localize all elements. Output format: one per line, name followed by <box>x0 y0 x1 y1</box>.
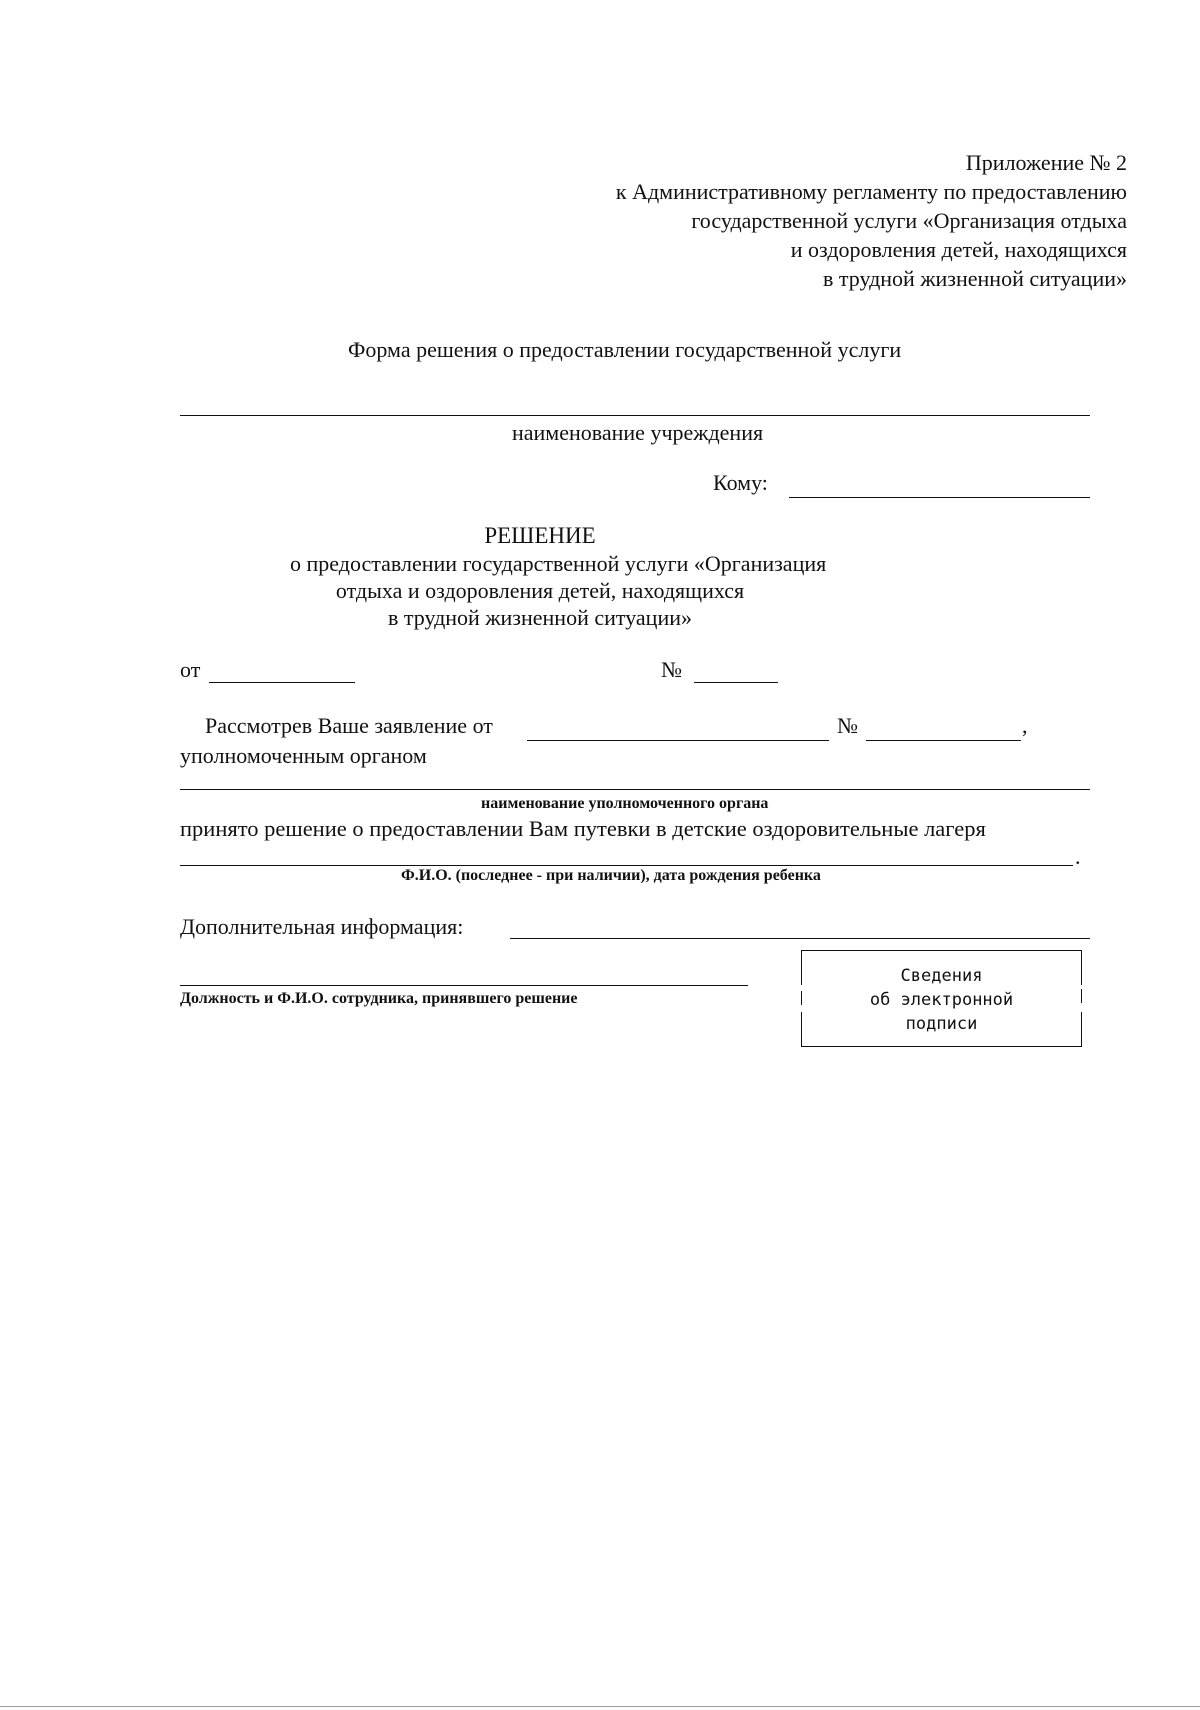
application-date-field-line[interactable] <box>527 740 829 741</box>
decision-subtitle-line: о предоставлении государственной услуги «Организация <box>290 551 827 576</box>
authority-text: уполномоченным органом <box>180 743 427 768</box>
decision-subtitle-line: отдыха и оздоровления детей, находящихся <box>335 578 745 603</box>
signature-box-text <box>801 964 1082 1036</box>
additional-info-label: Дополнительная информация: <box>180 914 464 939</box>
additional-info-field-line[interactable] <box>510 938 1090 939</box>
signature-box-line: Сведения <box>900 966 983 986</box>
institution-caption: наименование учреждения <box>512 420 764 445</box>
authority-caption: наименование уполномоченного органа <box>481 795 769 812</box>
signature-box-line: подписи <box>905 1014 978 1034</box>
appendix-line: и оздоровления детей, находящихся <box>790 237 1127 262</box>
appendix-line: в трудной жизненной ситуации» <box>822 266 1127 291</box>
application-number-label: № <box>837 713 858 738</box>
institution-field-line[interactable] <box>180 415 1090 416</box>
child-caption: Ф.И.О. (последнее - при наличии), дата рождения ребенка <box>401 867 821 884</box>
decision-subtitle-line: в трудной жизненной ситуации» <box>387 605 692 630</box>
authority-field-line[interactable] <box>180 789 1090 790</box>
decision-heading-block <box>290 521 827 631</box>
scan-edge-line <box>0 1706 1200 1707</box>
recipient-field-line[interactable] <box>789 497 1090 498</box>
date-label: от <box>180 657 201 682</box>
appendix-header <box>616 148 1127 293</box>
signatory-caption: Должность и Ф.И.О. сотрудника, принявшего решение <box>180 990 578 1007</box>
application-number-field-line[interactable] <box>866 740 1021 741</box>
signatory-field-line[interactable] <box>180 985 748 986</box>
signature-box-line: об электронной <box>869 990 1014 1010</box>
comma: , <box>1022 713 1028 738</box>
appendix-line: к Административному регламенту по предоставлению <box>615 179 1127 204</box>
period: . <box>1075 844 1081 869</box>
child-field-line[interactable] <box>180 865 1073 866</box>
appendix-line: государственной услуги «Организация отдыха <box>691 208 1127 233</box>
electronic-signature-box <box>801 950 1082 1047</box>
decision-date-field-line[interactable] <box>209 682 355 683</box>
decision-number-field-line[interactable] <box>694 682 778 683</box>
decision-heading: РЕШЕНИЕ <box>484 523 596 548</box>
to-label: Кому: <box>713 470 768 495</box>
decision-number-label: № <box>661 657 682 682</box>
considered-text: Рассмотрев Ваше заявление от <box>205 713 493 738</box>
form-title: Форма решения о предоставлении государственной услуги <box>348 337 902 362</box>
appendix-line: Приложение № 2 <box>965 150 1127 175</box>
decision-text: принято решение о предоставлении Вам путевки в детские оздоровительные лагеря <box>180 816 986 841</box>
